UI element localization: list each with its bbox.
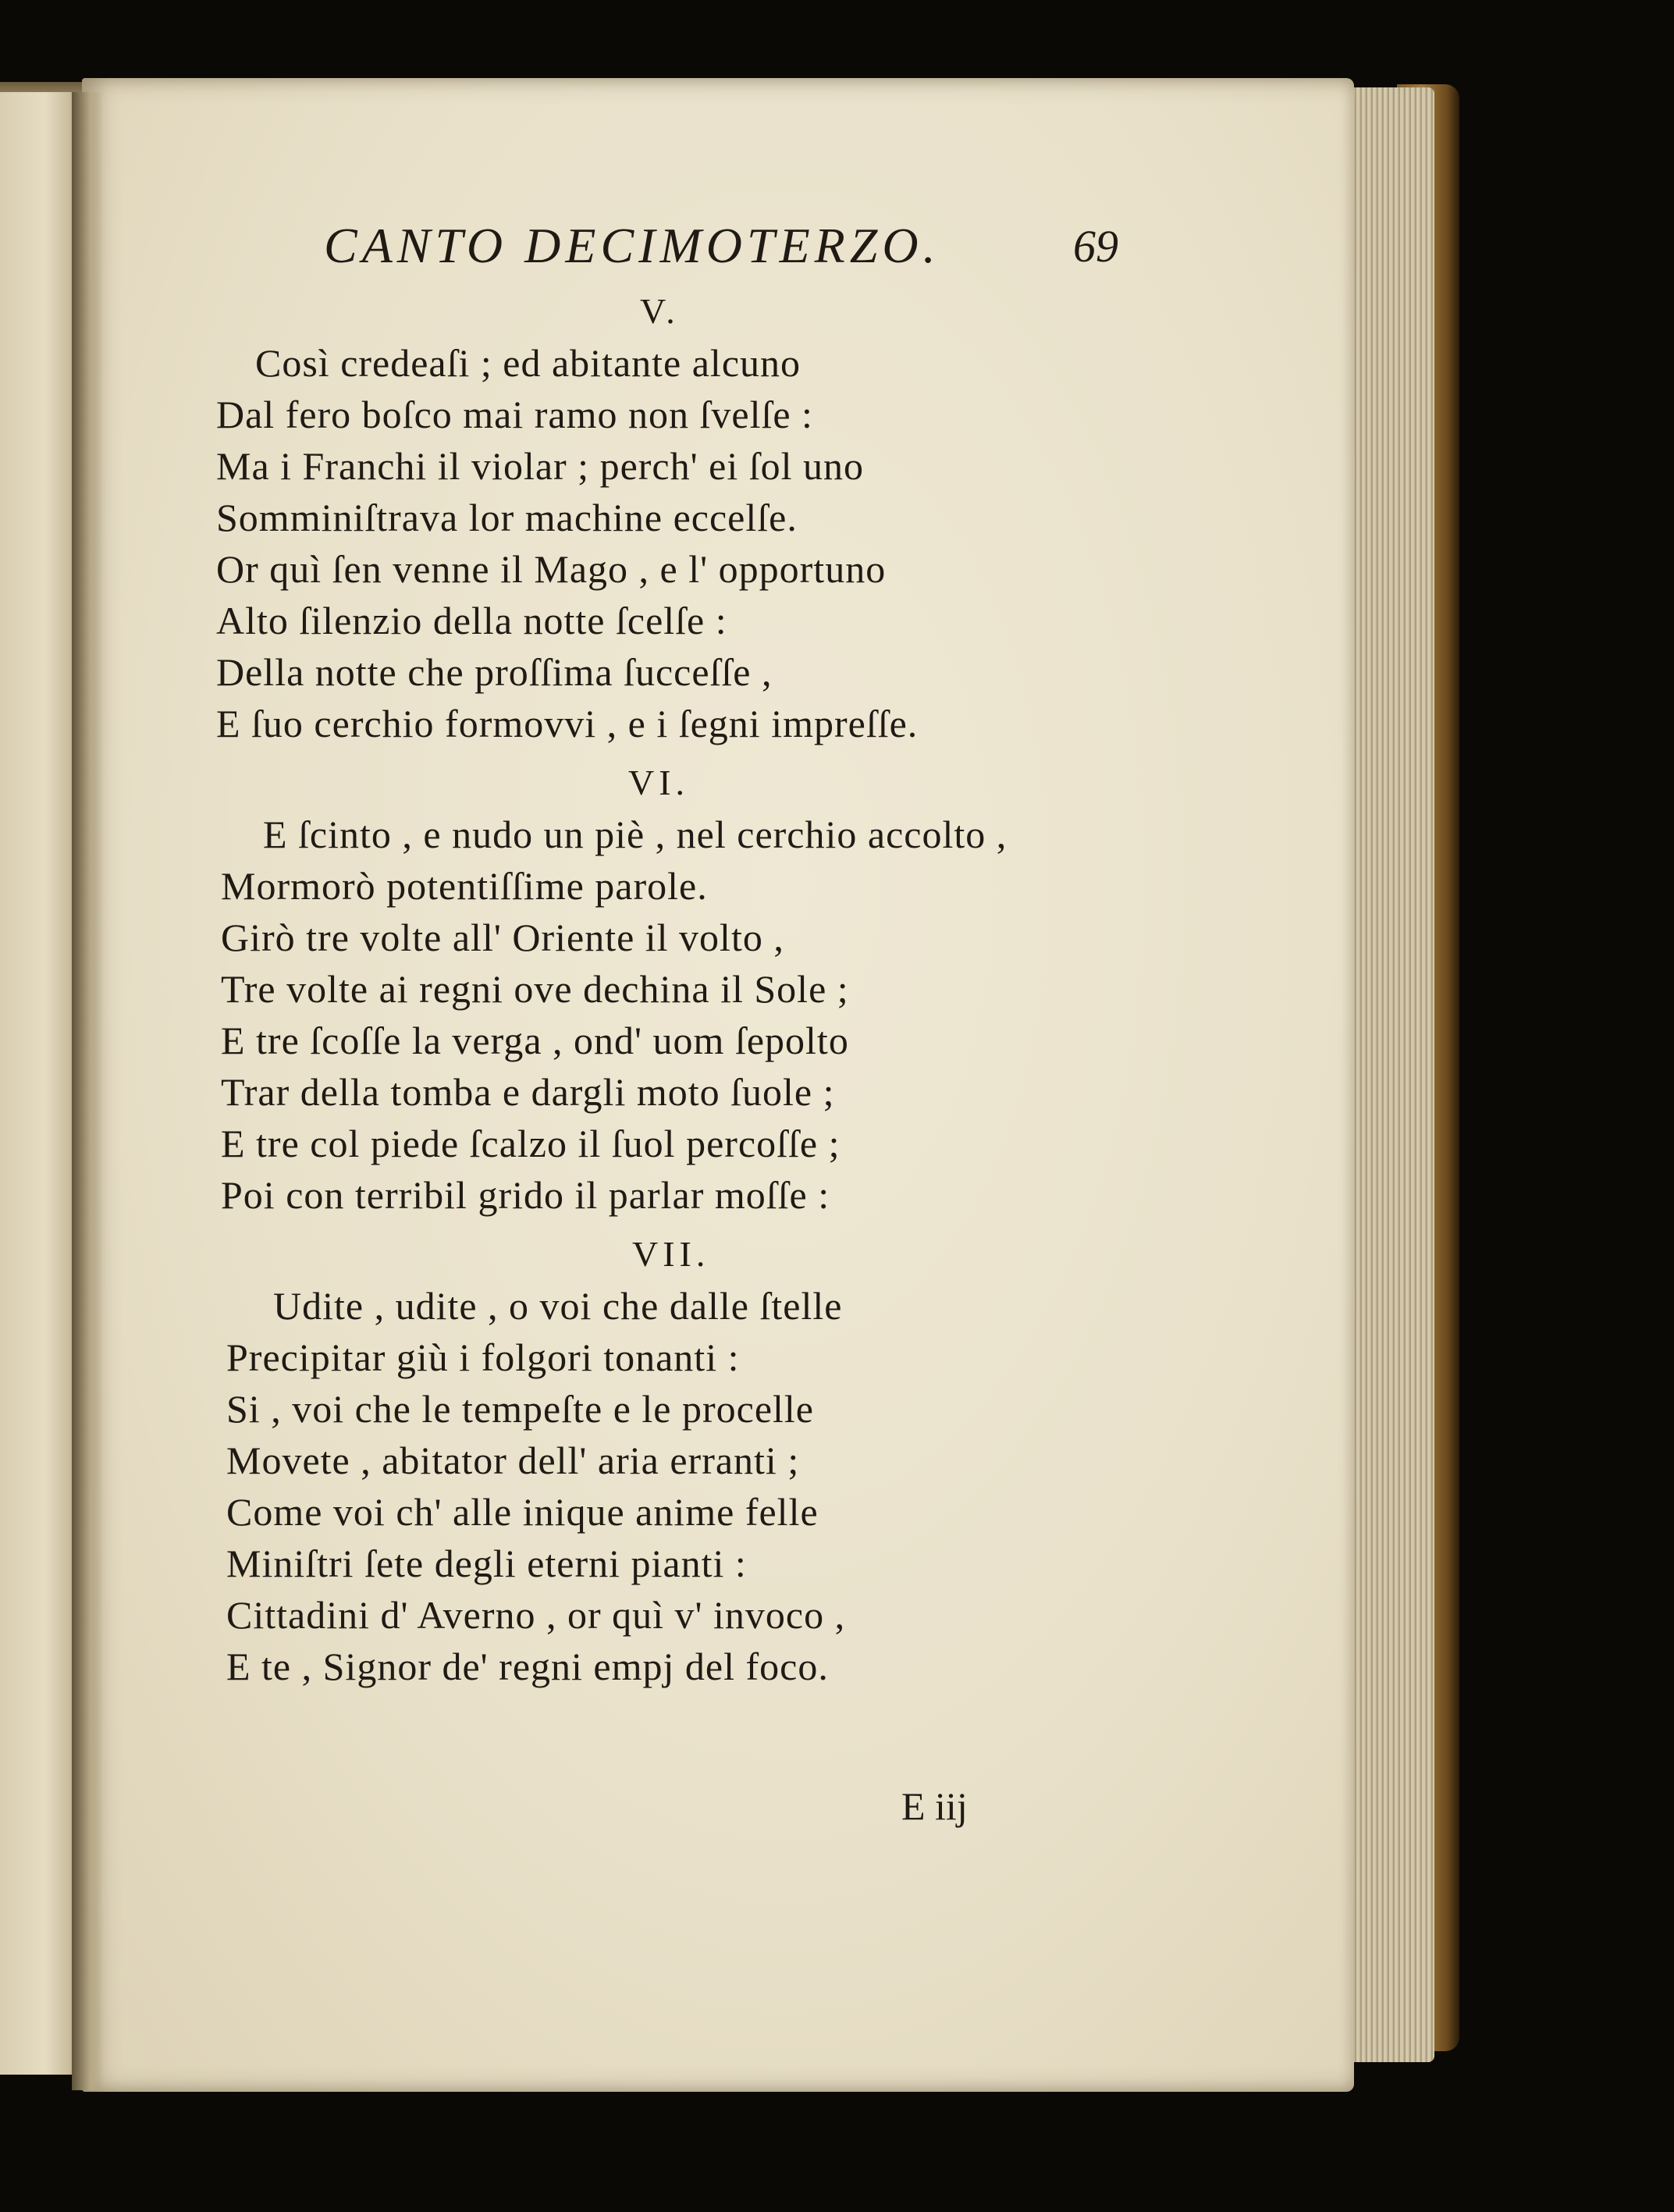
verse-line: Come voi ch' alle inique anime felle bbox=[226, 1490, 819, 1534]
stanza-number: VII. bbox=[632, 1234, 710, 1274]
verse-line: Tre volte ai regni ove dechina il Sole ; bbox=[221, 967, 849, 1011]
verse-line: Precipitar giù i folgori tonanti : bbox=[226, 1335, 740, 1379]
left-facing-page bbox=[0, 92, 82, 2075]
running-head: CANTO DECIMOTERZO. bbox=[324, 218, 940, 273]
verse-line: Alto ſilenzio della notte ſcelſe : bbox=[216, 599, 727, 642]
verse-line: E tre ſcoſſe la verga , ond' uom ſepolto bbox=[221, 1019, 849, 1062]
verse-line: Miniſtri ſete degli eterni pianti : bbox=[226, 1542, 747, 1585]
verse-line: Trar della tomba e dargli moto ſuole ; bbox=[221, 1070, 835, 1114]
gutter-shadow bbox=[72, 92, 103, 2090]
catchword-signature: E iij bbox=[901, 1784, 968, 1828]
verse-line: E tre col piede ſcalzo il ſuol percoſſe ; bbox=[221, 1122, 841, 1165]
verse-line: E te , Signor de' regni empj del foco. bbox=[226, 1645, 829, 1688]
verse-line: Ma i Franchi il violar ; perch' ei ſol uno bbox=[216, 444, 864, 488]
page-number: 69 bbox=[1073, 221, 1118, 272]
verse-line: E ſcinto , e nudo un piè , nel cerchio accolto , bbox=[263, 813, 1008, 856]
page-block-edges bbox=[1341, 87, 1434, 2062]
verse-line: Cittadini d' Averno , or quì v' invoco , bbox=[226, 1593, 846, 1637]
book-page bbox=[82, 78, 1354, 2092]
verse-line: Della notte che proſſima ſucceſſe , bbox=[216, 650, 773, 694]
verse-line: Mormorò potentiſſime parole. bbox=[221, 864, 708, 908]
verse-line: Dal fero boſco mai ramo non ſvelſe : bbox=[216, 393, 813, 436]
verse-line: Udite , udite , o voi che dalle ſtelle bbox=[273, 1284, 843, 1328]
stanza-number: V. bbox=[640, 291, 680, 331]
verse-line: Or quì ſen venne il Mago , e l' opportuno bbox=[216, 547, 887, 591]
verse-line: Poi con terribil grido il parlar moſſe : bbox=[221, 1173, 830, 1217]
stanza-number: VI. bbox=[628, 763, 690, 802]
verse-line: Così credeaſi ; ed abitante alcuno bbox=[255, 341, 801, 385]
verse-line: E ſuo cerchio formovvi , e i ſegni impreſſe. bbox=[216, 702, 919, 745]
verse-line: Somminiſtrava lor machine eccelſe. bbox=[216, 496, 798, 539]
page-text bbox=[82, 78, 1354, 2092]
verse-line: Girò tre volte all' Oriente il volto , bbox=[221, 916, 784, 959]
verse-line: Si , voi che le tempeſte e le procelle bbox=[226, 1387, 814, 1431]
verse-line: Movete , abitator dell' aria erranti ; bbox=[226, 1439, 800, 1482]
